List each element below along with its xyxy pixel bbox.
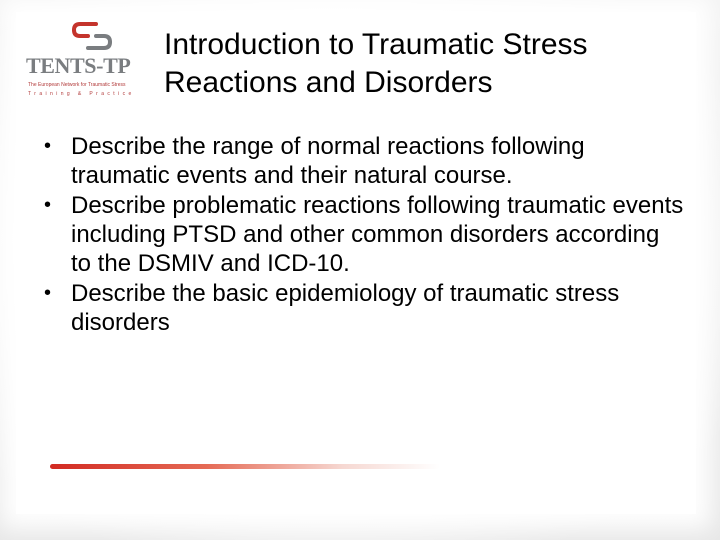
logo-wordmark: TENTS-TP — [26, 53, 131, 78]
bullet-text: Describe the basic epidemiology of traumatic stress disorders — [71, 280, 620, 336]
slide-title-line-2: Reactions and Disorders — [164, 66, 493, 99]
bullet-list — [44, 132, 684, 338]
logo-tagline: The European Network for Traumatic Stress — [28, 82, 126, 88]
logo-chain-icon — [70, 22, 114, 50]
bullet-item — [44, 191, 684, 278]
slide-title — [164, 26, 704, 102]
bullet-item — [44, 279, 684, 337]
logo-subtagline: Training & Practice — [28, 91, 135, 97]
bullet-text: Describe problematic reactions following traumatic events including PTSD and other common disorders according to the DSMIV and ICD-10. — [71, 192, 684, 277]
bullet-marker: • — [44, 135, 52, 157]
bullet-marker: • — [44, 282, 52, 304]
decorative-red-rule — [50, 464, 440, 469]
bullet-text: Describe the range of normal reactions following traumatic events and their natural course. — [71, 133, 585, 189]
slide-title-line-1: Introduction to Traumatic Stress — [164, 28, 588, 61]
bullet-marker: • — [44, 194, 52, 216]
tents-tp-logo — [24, 18, 154, 104]
bullet-item — [44, 132, 684, 190]
